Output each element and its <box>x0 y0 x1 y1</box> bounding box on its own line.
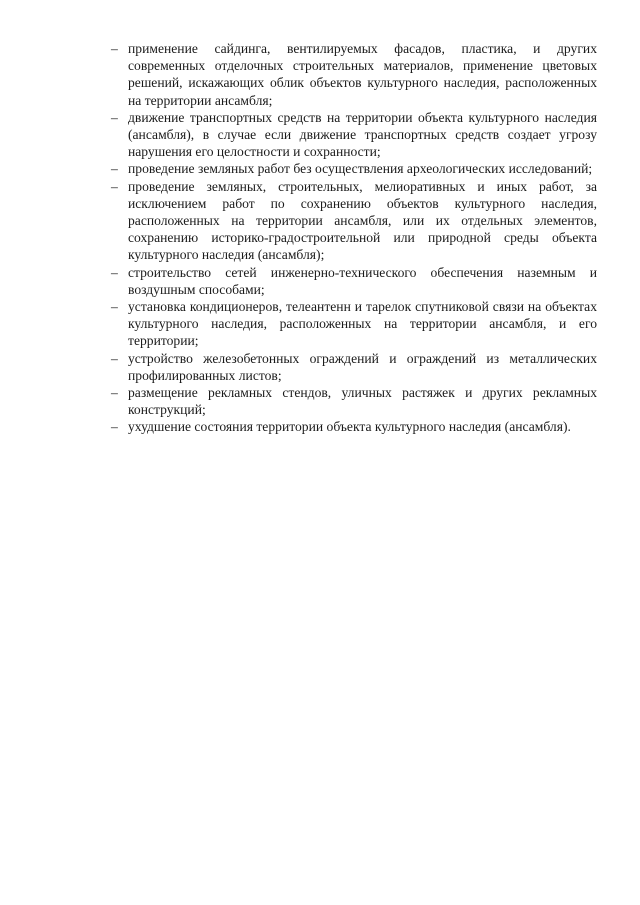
list-item <box>111 109 597 161</box>
list-item <box>111 350 597 384</box>
list-item-text: строительство сетей инженерно-технического обеспечения наземным и воздушным способами; <box>128 264 597 297</box>
list-item <box>111 178 597 264</box>
bullet-dash: – <box>111 109 118 125</box>
list-item-text: установка кондиционеров, телеантенн и тарелок спутниковой связи на объектах культурного наследия, расположенных на территории ансамбля, и его территории; <box>128 299 597 349</box>
list-item <box>111 40 597 109</box>
bullet-dash: – <box>111 385 118 401</box>
list-item-text: применение сайдинга, вентилируемых фасадов, пластика, и других современных отделочных строительных материалов, применение цветовых решений, искажающих облик объектов культурного наследия, расположенных на территории ансамбля; <box>128 41 597 108</box>
bullet-dash: – <box>111 419 118 435</box>
list-item <box>111 418 597 435</box>
list-item <box>111 160 597 177</box>
bullet-dash: – <box>111 41 118 56</box>
bullet-dash: – <box>111 299 118 315</box>
list-item <box>111 298 597 350</box>
bullet-dash: – <box>111 178 118 194</box>
list-item-text: размещение рекламных стендов, уличных растяжек и других рекламных конструкций; <box>128 385 597 418</box>
list-item <box>111 264 597 298</box>
bullet-dash: – <box>111 161 118 177</box>
list-item <box>111 384 597 418</box>
bullet-dash: – <box>111 264 118 280</box>
list-item-text: устройство железобетонных ограждений и ограждений из металлических профилированных листов; <box>128 350 597 383</box>
list-item-text: ухудшение состояния территории объекта культурного наследия (ансамбля). <box>128 419 571 435</box>
list-item-text: проведение земляных, строительных, мелиоративных и иных работ, за исключением работ по сохранению объектов культурного наследия, расположенных на территории ансамбля, или их отдельных элементов, сохранению историко-градостроительной или природной среды объекта культурного наследия (ансамбля); <box>128 178 597 263</box>
bullet-dash: – <box>111 350 118 366</box>
list-item-text: движение транспортных средств на территории объекта культурного наследия (ансамбля), в случае если движение транспортных средств создает угрозу нарушения его целостности и сохранности; <box>128 109 597 160</box>
restrictions-list <box>111 40 597 436</box>
list-item-text: проведение земляных работ без осуществления археологических исследований; <box>128 161 593 177</box>
